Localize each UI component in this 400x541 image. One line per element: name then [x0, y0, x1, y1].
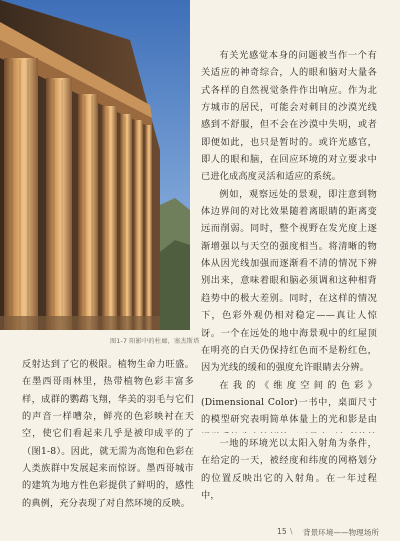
body-column-left	[22, 356, 194, 512]
figure-caption: 图1-7 阳影中的柱廊，塞杰斯塔	[110, 338, 200, 345]
colonnade-illustration	[0, 0, 190, 330]
figure-photo-colonnade	[0, 0, 190, 330]
running-title: 背景环境——物理场所	[303, 528, 379, 537]
paragraph: 有关光感觉本身的问题被当作一个有关适应的神奇综合，人的眼和脑对大量各式各样的自然视觉条件作出响应。作为北方城市的居民，可能会对刺目的沙漠光线感到不舒服，但不会在沙漠中失明，或者即便如此，也只是暂时的。或许光感官，即人的眼和脑，在回应环境的对立要求中已进化成高度灵活和适应的系统。	[201, 50, 377, 183]
paragraph: 在我的《维度空间的色彩》(Dimensional Color)一书中，桌面尺寸的模型研究表明简单体量上的光和影是由	[201, 379, 377, 426]
paragraph: 反射达到了它的极限。植物生命力旺盛。在墨西哥雨林里，热带植物色彩丰富多样，成群的鹦鹉飞翔，华美的羽毛与它们的声音一样嘈杂，鲜亮的色彩映衬在天空，使它们看起来几乎是被印成平的了（图1-8）。因此，就无需为高饱和色彩在人类族群中发展起来而惊讶。墨西哥城市的建筑为地方性色彩提供了鲜明的，感性的典例，充分表现了对自然环境的反映。	[22, 359, 194, 509]
page-number: 15	[277, 527, 287, 536]
footer-separator: \	[290, 527, 293, 536]
body-column-right-bottom	[201, 435, 377, 504]
body-column-right	[201, 47, 377, 433]
paragraph: 一地的环境光以太阳入射角为条件，在给定的一天，被经度和纬度的网格划分的位置反映出它的入射角。在一年过程中，	[201, 438, 377, 502]
paragraph: 例如，观察远处的景观，即注意到物体边界间的对比效果随着离眼睛的距离变远而削弱。同时，整个视野在发光度上逐渐增强以与天空的强度相当。将清晰的物体从因光线加强而逐渐看不清的情况下辨别出来，意味着眼和脑必须调和这种相背趋势中的极大差别。同时，在这样的情况下，色彩外观仍相对稳定——真让人惊讶。一个在远处的地中海景观中的红屋顶在明亮的白天仍保持红色而不是粉红色，因为光线的缓和的强度允许眼睛去分辨。	[201, 188, 377, 374]
page-footer	[0, 527, 400, 541]
